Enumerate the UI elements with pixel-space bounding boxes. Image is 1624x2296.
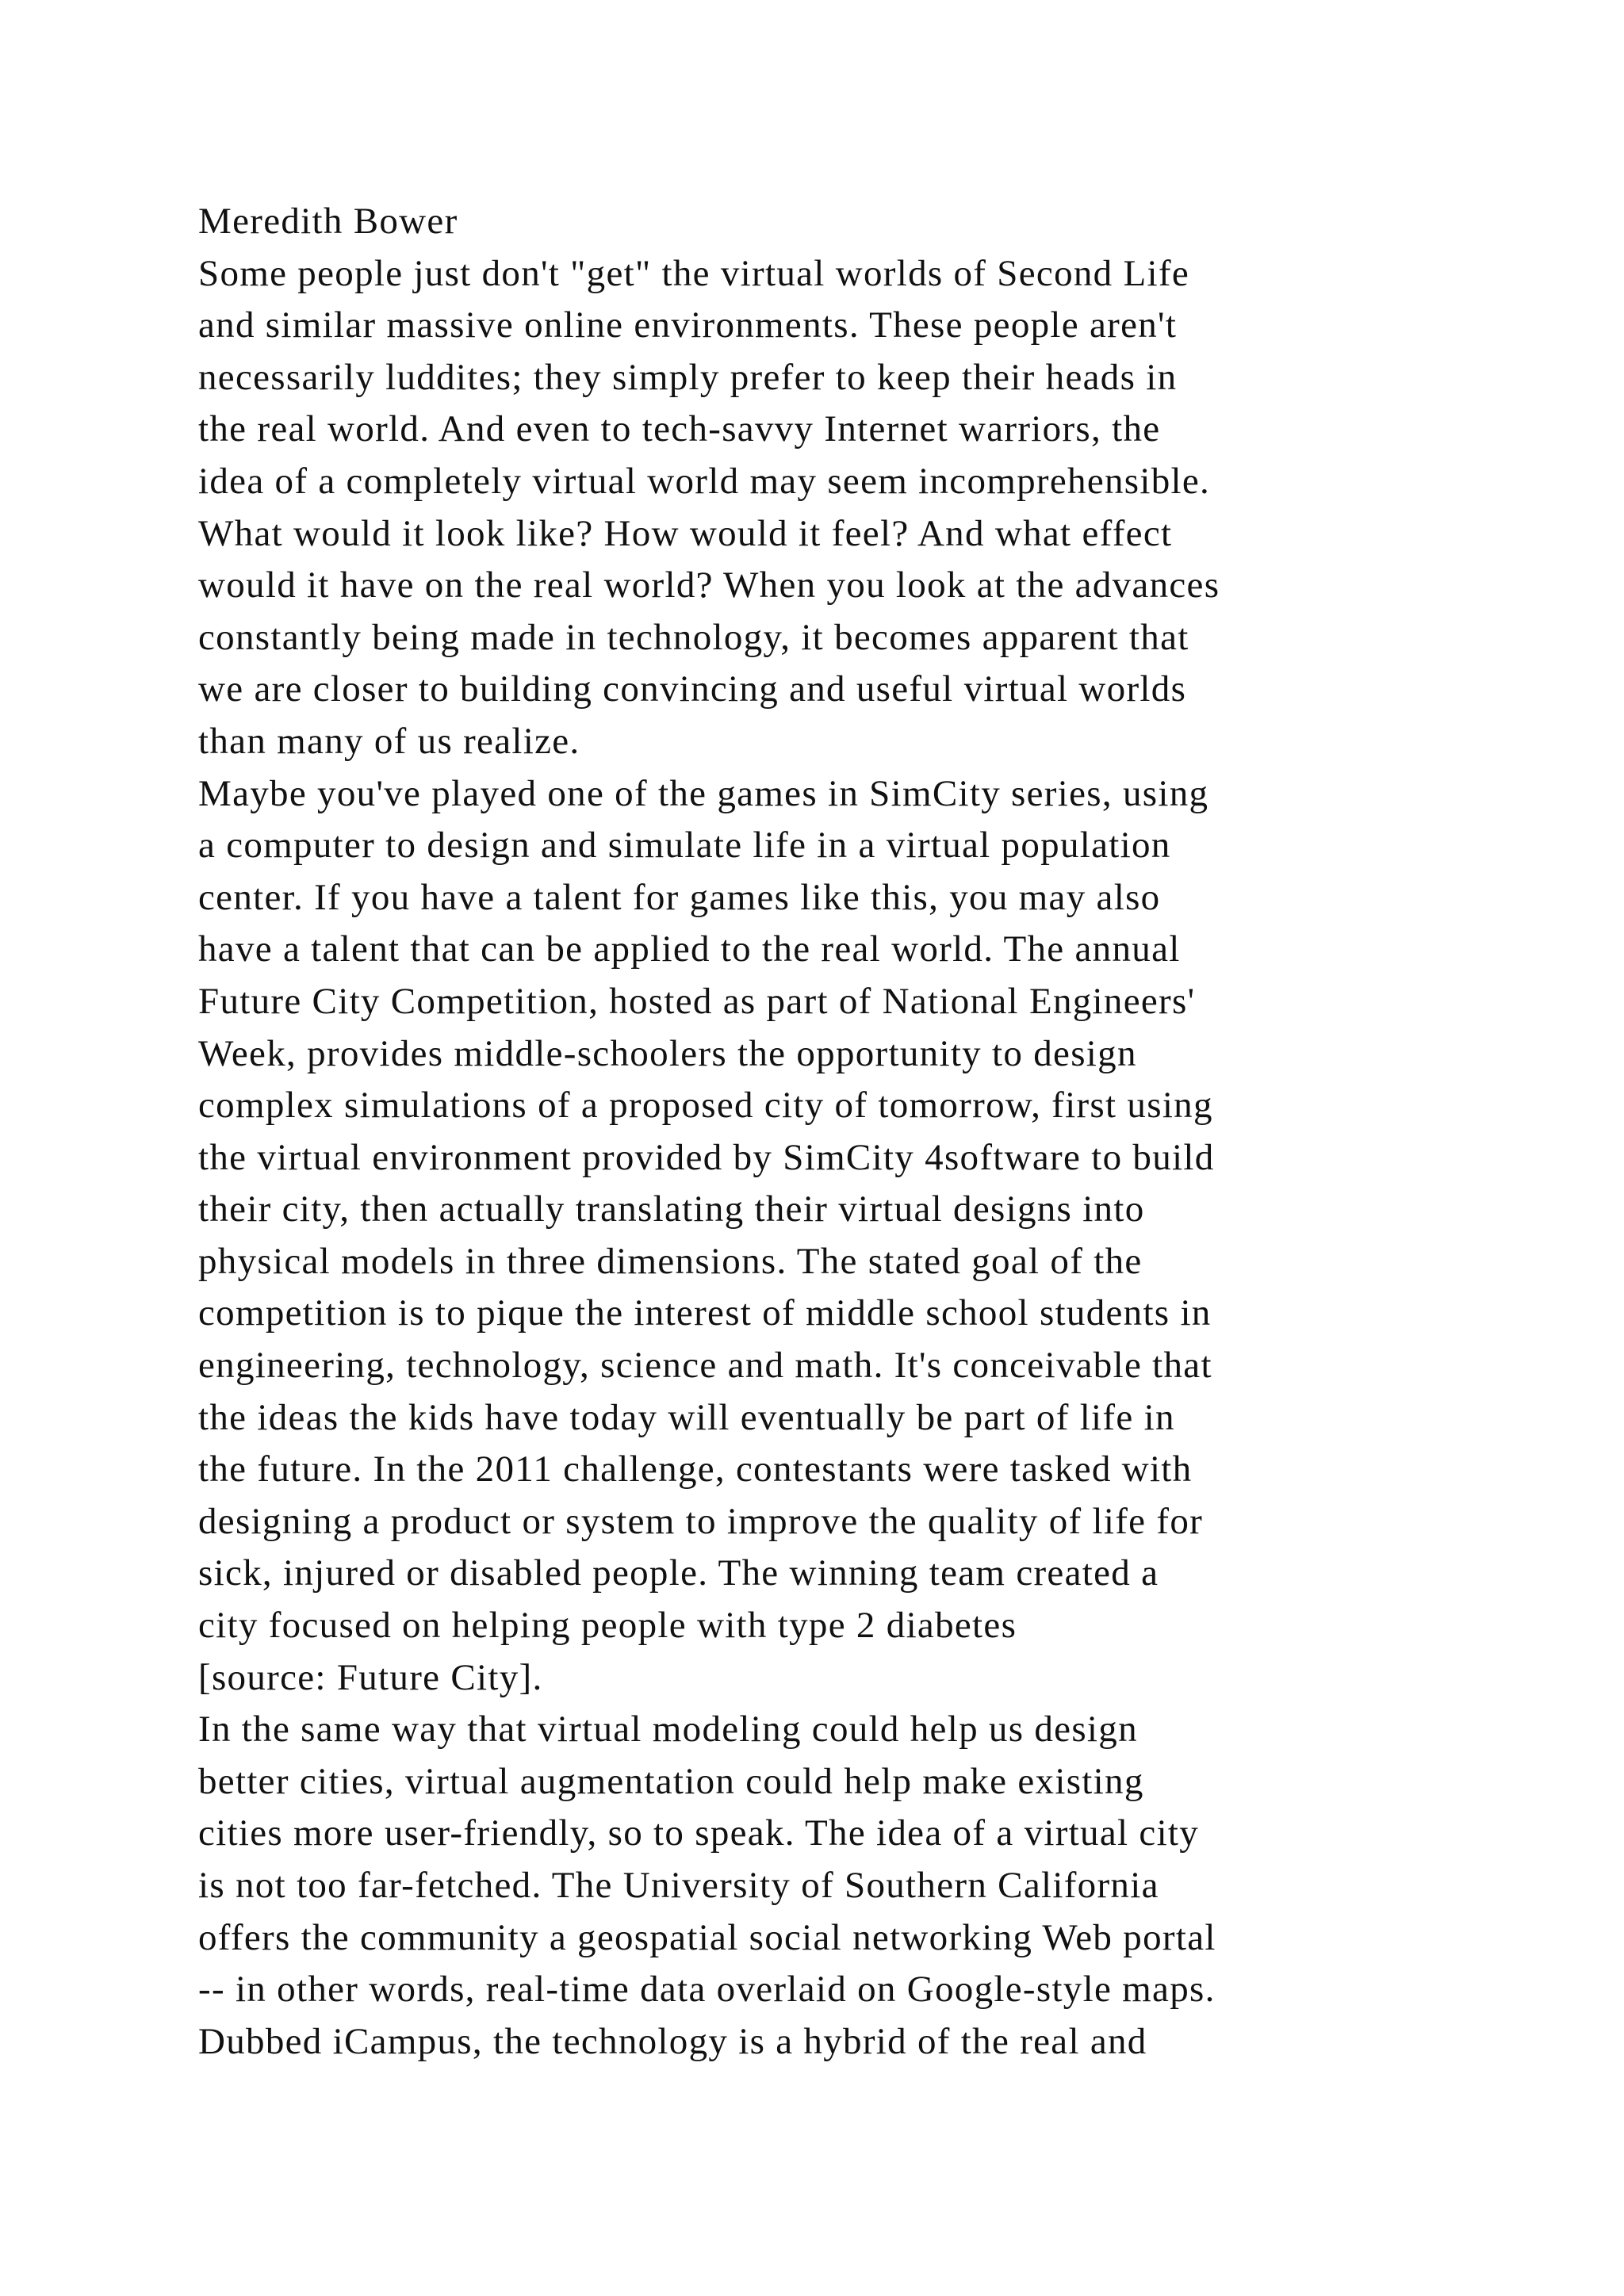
document-text <box>198 196 1499 2068</box>
text-line: Maybe you've played one of the games in SimCity series, using <box>198 772 1209 814</box>
text-line: constantly being made in technology, it becomes apparent that <box>198 616 1189 658</box>
text-line: is not too far-fetched. The University of Southern California <box>198 1865 1159 1906</box>
text-line: we are closer to building convincing and useful virtual worlds <box>198 668 1187 710</box>
text-line: idea of a completely virtual world may seem incomprehensible. <box>198 460 1211 502</box>
text-line: designing a product or system to improve the quality of life for <box>198 1500 1204 1542</box>
text-line: city focused on helping people with type 2 diabetes <box>198 1605 1017 1647</box>
text-line: Week, provides middle-schoolers the opportunity to design <box>198 1032 1137 1074</box>
text-line: Some people just don't "get" the virtual worlds of Second Life <box>198 252 1189 294</box>
text-line: Future City Competition, hosted as part of National Engineers' <box>198 980 1196 1022</box>
text-line: sick, injured or disabled people. The winning team created a <box>198 1552 1159 1594</box>
text-line: -- in other words, real-time data overlaid on Google-style maps. <box>198 1969 1216 2011</box>
text-line: the virtual environment provided by SimCity 4software to build <box>198 1136 1215 1178</box>
text-line: necessarily luddites; they simply prefer to keep their heads in <box>198 356 1178 398</box>
text-line: have a talent that can be applied to the real world. The annual <box>198 928 1181 970</box>
text-line: their city, then actually translating their virtual designs into <box>198 1188 1145 1230</box>
text-line: engineering, technology, science and math. It's conceivable that <box>198 1345 1212 1387</box>
text-line: the real world. And even to tech-savvy Internet warriors, the <box>198 408 1161 450</box>
text-line: the future. In the 2011 challenge, contestants were tasked with <box>198 1448 1193 1490</box>
text-line: In the same way that virtual modeling could help us design <box>198 1709 1138 1751</box>
text-line: and similar massive online environments. These people aren't <box>198 304 1178 346</box>
author-name: Meredith Bower <box>198 201 458 242</box>
text-line: offers the community a geospatial social networking Web portal <box>198 1916 1216 1958</box>
text-line: cities more user-friendly, so to speak. The idea of a virtual city <box>198 1812 1200 1854</box>
text-line: What would it look like? How would it feel? And what effect <box>198 512 1173 554</box>
text-line: the ideas the kids have today will eventually be part of life in <box>198 1396 1175 1438</box>
text-line: than many of us realize. <box>198 720 580 762</box>
text-line: would it have on the real world? When you look at the advances <box>198 564 1220 607</box>
text-line: center. If you have a talent for games like this, you may also <box>198 876 1161 918</box>
text-line: competition is to pique the interest of middle school students in <box>198 1292 1212 1334</box>
text-line: better cities, virtual augmentation could help make existing <box>198 1760 1144 1802</box>
text-line: physical models in three dimensions. The stated goal of the <box>198 1240 1143 1282</box>
text-line: complex simulations of a proposed city of tomorrow, first using <box>198 1085 1213 1127</box>
text-line: a computer to design and simulate life in a virtual population <box>198 825 1171 867</box>
text-line: Dubbed iCampus, the technology is a hybrid of the real and <box>198 2020 1147 2062</box>
source-citation: [source: Future City]. <box>198 1656 543 1698</box>
